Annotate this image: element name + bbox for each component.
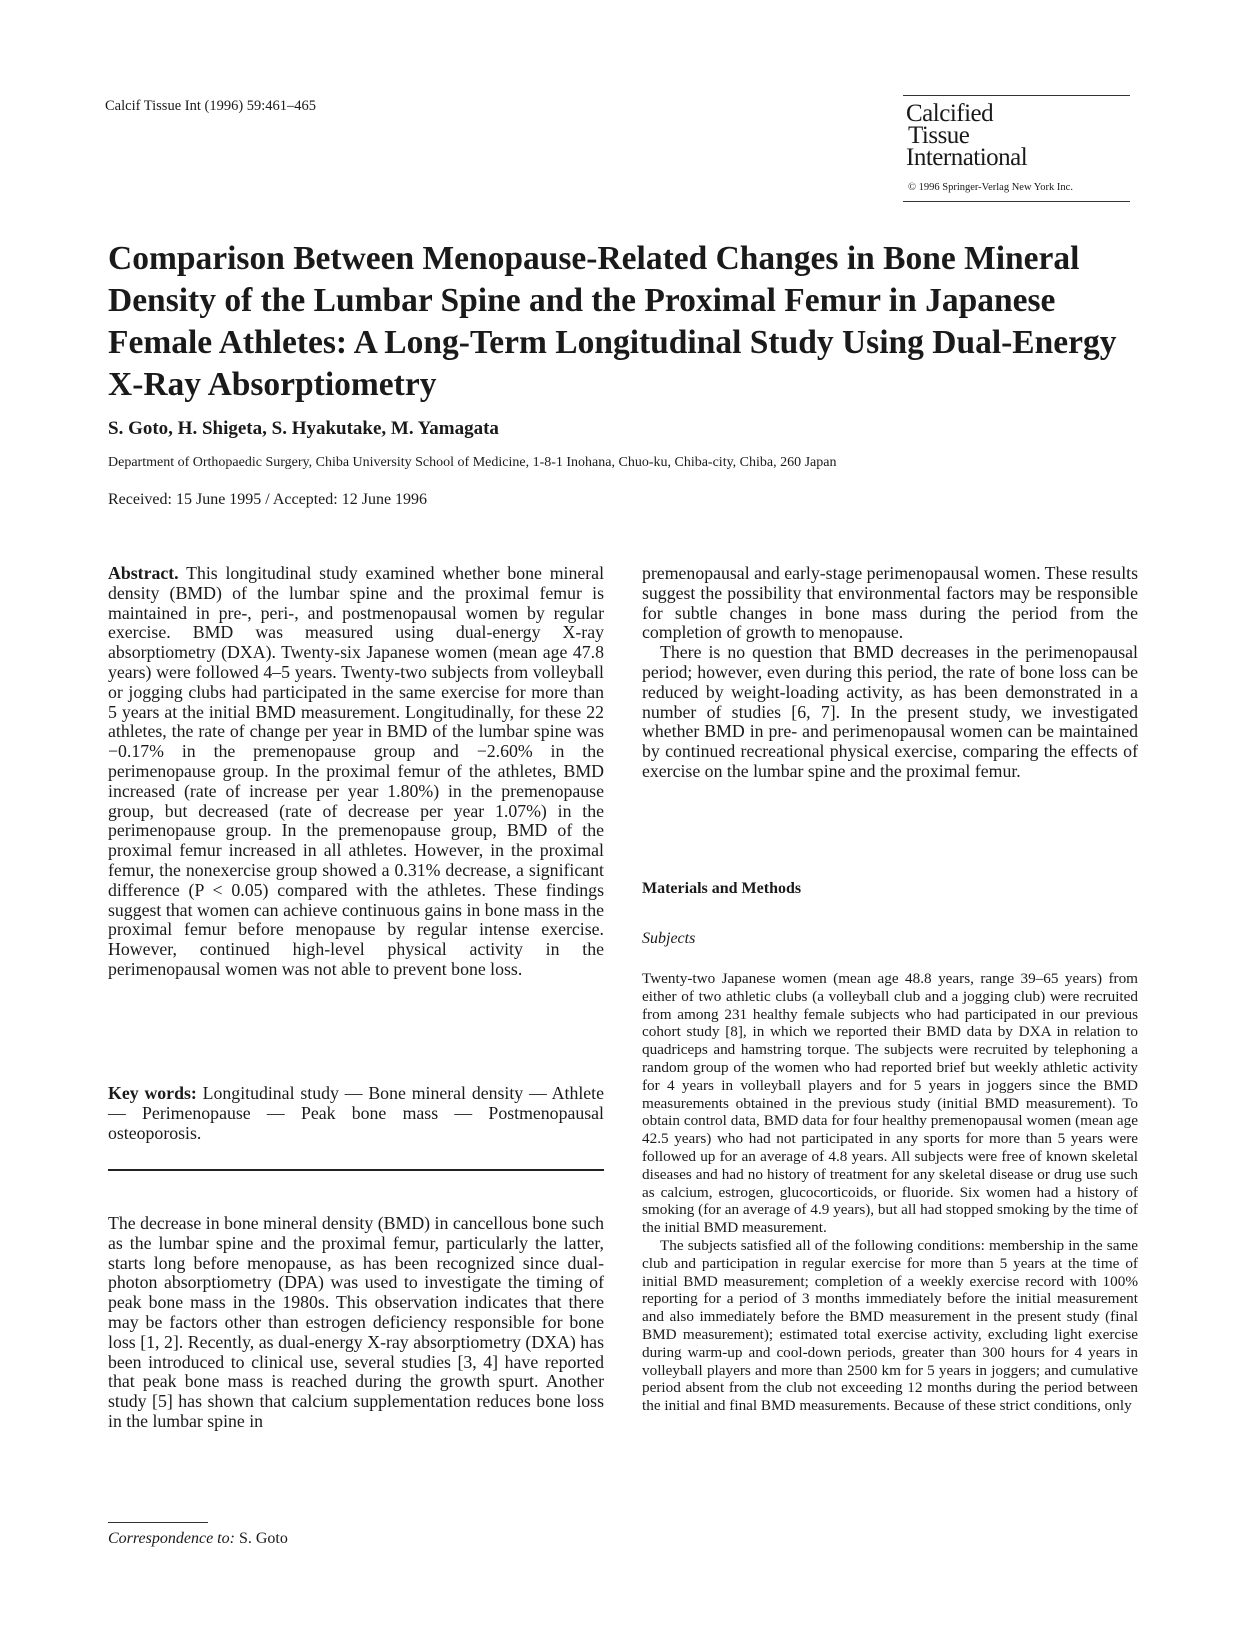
intro-continued — [642, 564, 1138, 782]
received-accepted-dates: Received: 15 June 1995 / Accepted: 12 June 1996 — [108, 491, 428, 508]
keywords — [108, 1084, 604, 1143]
footnote-rule — [108, 1522, 208, 1523]
abstract-text: This longitudinal study examined whether bone mineral density (BMD) of the lumbar spine and the proximal femur is maintained in pre-, peri-, and postmenopausal women by regular exercise. BMD was measured using dual-energy X-ray absorptiometry (DXA). Twenty-six Japanese women (mean age 47.8 years) were followed 4–5 years. Twenty-two subjects from volleyball or jogging clubs had participated in the same exercise for more than 5 years at the initial BMD measurement. Longitudinally, for these 22 athletes, the rate of change per year in BMD of the lumbar spine was −0.17% in the premenopause group and −2.60% in the perimenopause group. In the proximal femur of the athletes, BMD increased (rate of increase per year 1.80%) in the premenopause group, but decreased (rate of decrease per year 1.07%) in the perimenopause group. In the premenopause group, BMD of the proximal femur increased in all athletes. However, in the proximal femur, the nonexercise group showed a 0.31% decrease, a significant difference (P < 0.05) compared with the athletes. These findings suggest that women can achieve continuous gains in bone mass in the proximal femur before menopause by regular intense exercise. However, continued high-level physical activity in the perimenopausal women was not able to prevent bone loss. — [108, 563, 605, 979]
logo-bottom-rule — [903, 201, 1130, 202]
journal-logo — [906, 100, 1028, 171]
subjects-section — [642, 970, 1138, 1415]
subsection-heading: Subjects — [642, 930, 696, 947]
correspondence-name: S. Goto — [238, 1530, 288, 1547]
intro-continued-para-2: There is no question that BMD decreases in the perimenopausal period; however, even during this period, the rate of bone loss can be reduced by weight-loading activity, as has been demonstrated in a number of studies [6, 7]. In the present study, we investigated whether BMD in pre- and perimenopausal women can be maintained by continued recreational physical exercise, comparing the effects of exercise on the lumbar spine and the proximal femur. — [642, 642, 1138, 781]
subjects-para-2: The subjects satisfied all of the following conditions: membership in the same club and participation in regular exercise for more than 5 years at the time of initial BMD measurement; completion of a weekly exercise record with 100% reporting for a period of 3 months immediately before the initial measurement and also immediately before the BMD measurement in the present study (final BMD measurement); estimated total exercise activity, excluding light exercise during warm-up and cool-down periods, greater than 300 hours for 4 years in volleyball players and more than 2500 km for 5 years in joggers; and cumulative period absent from the club not exceeding 12 months during the period between the initial and final BMD measurements. Because of these strict conditions, only — [642, 1236, 1138, 1415]
correspondence-footnote — [108, 1530, 288, 1548]
correspondence-label: Correspondence to: — [108, 1530, 235, 1547]
logo-line-3: International — [906, 144, 1028, 171]
intro-continued-para-1: premenopausal and early-stage perimenopausal women. These results suggest the possibility that environmental factors may be responsible for subtle changes in bone mass during the period from the completion of growth to menopause. — [642, 563, 1138, 643]
intro-paragraph: The decrease in bone mineral density (BMD) in cancellous bone such as the lumbar spine and the proximal femur, particularly the latter, starts long before menopause, as has been recognized since dual-photon absorptiometry (DPA) was used to investigate the timing of peak bone mass in the 1980s. This observation indicates that there may be factors other than estrogen deficiency responsible for bone loss [1, 2]. Recently, as dual-energy X-ray absorptiometry (DXA) has been introduced to clinical use, several studies [3, 4] have reported that peak bone mass is reached during the growth spurt. Another study [5] has shown that calcium supplementation reduces bone loss in the lumbar spine in — [108, 1213, 604, 1431]
author-affiliation: Department of Orthopaedic Surgery, Chiba University School of Medicine, 1-8-1 Inohana, Chuo-ku, Chiba-city, Chiba, 260 Japan — [108, 455, 837, 470]
section-heading: Materials and Methods — [642, 880, 802, 897]
keywords-text: Longitudinal study — Bone mineral density — Athlete — Perimenopause — Peak bone mass — Postmenopausal osteoporosis. — [108, 1083, 604, 1143]
copyright-notice: © 1996 Springer-Verlag New York Inc. — [908, 182, 1073, 193]
journal-citation: Calcif Tissue Int (1996) 59:461–465 — [105, 98, 317, 114]
introduction — [108, 1214, 604, 1432]
abstract — [108, 564, 604, 980]
section-divider — [108, 1169, 604, 1171]
article-title: Comparison Between Menopause-Related Changes in Bone Mineral Density of the Lumbar Spine and the Proximal Femur in Japanese Female Athletes: A Long-Term Longitudinal Study Using Dual-Energy X-Ray Absorptiometry — [108, 240, 1117, 403]
logo-line-1: Calcified — [906, 100, 994, 127]
logo-line-2: Tissue — [908, 122, 970, 149]
article-authors: S. Goto, H. Shigeta, S. Hyakutake, M. Yamagata — [108, 418, 499, 439]
logo-top-rule — [903, 95, 1130, 96]
subjects-para-1: Twenty-two Japanese women (mean age 48.8 years, range 39–65 years) from either of two athletic clubs (a volleyball club and a jogging club) were recruited from among 231 healthy female subjects who had participated in our previous cohort study [8], in which we reported their BMD data by DXA in relation to quadriceps and hamstring torque. The subjects were recruited by telephoning a random group of the women who had reported brief but weekly athletic activity for 4 years in volleyball players and for 5 years in joggers since the BMD measurements obtained in the previous study (initial BMD measurement). To obtain control data, BMD data for four healthy premenopausal women (mean age 42.5 years) who had not participated in any sports for more than 5 years were followed up for an average of 4.8 years. All subjects were free of known skeletal diseases and had no history of treatment for any skeletal disease or drug use such as calcium, estrogen, glucocorticoids, or fluoride. Six women had a history of smoking (for an average of 4.9 years), but all had stopped smoking by the time of the initial BMD measurement. — [642, 970, 1138, 1237]
abstract-label: Abstract. — [108, 563, 179, 583]
keywords-label: Key words: — [108, 1083, 197, 1103]
